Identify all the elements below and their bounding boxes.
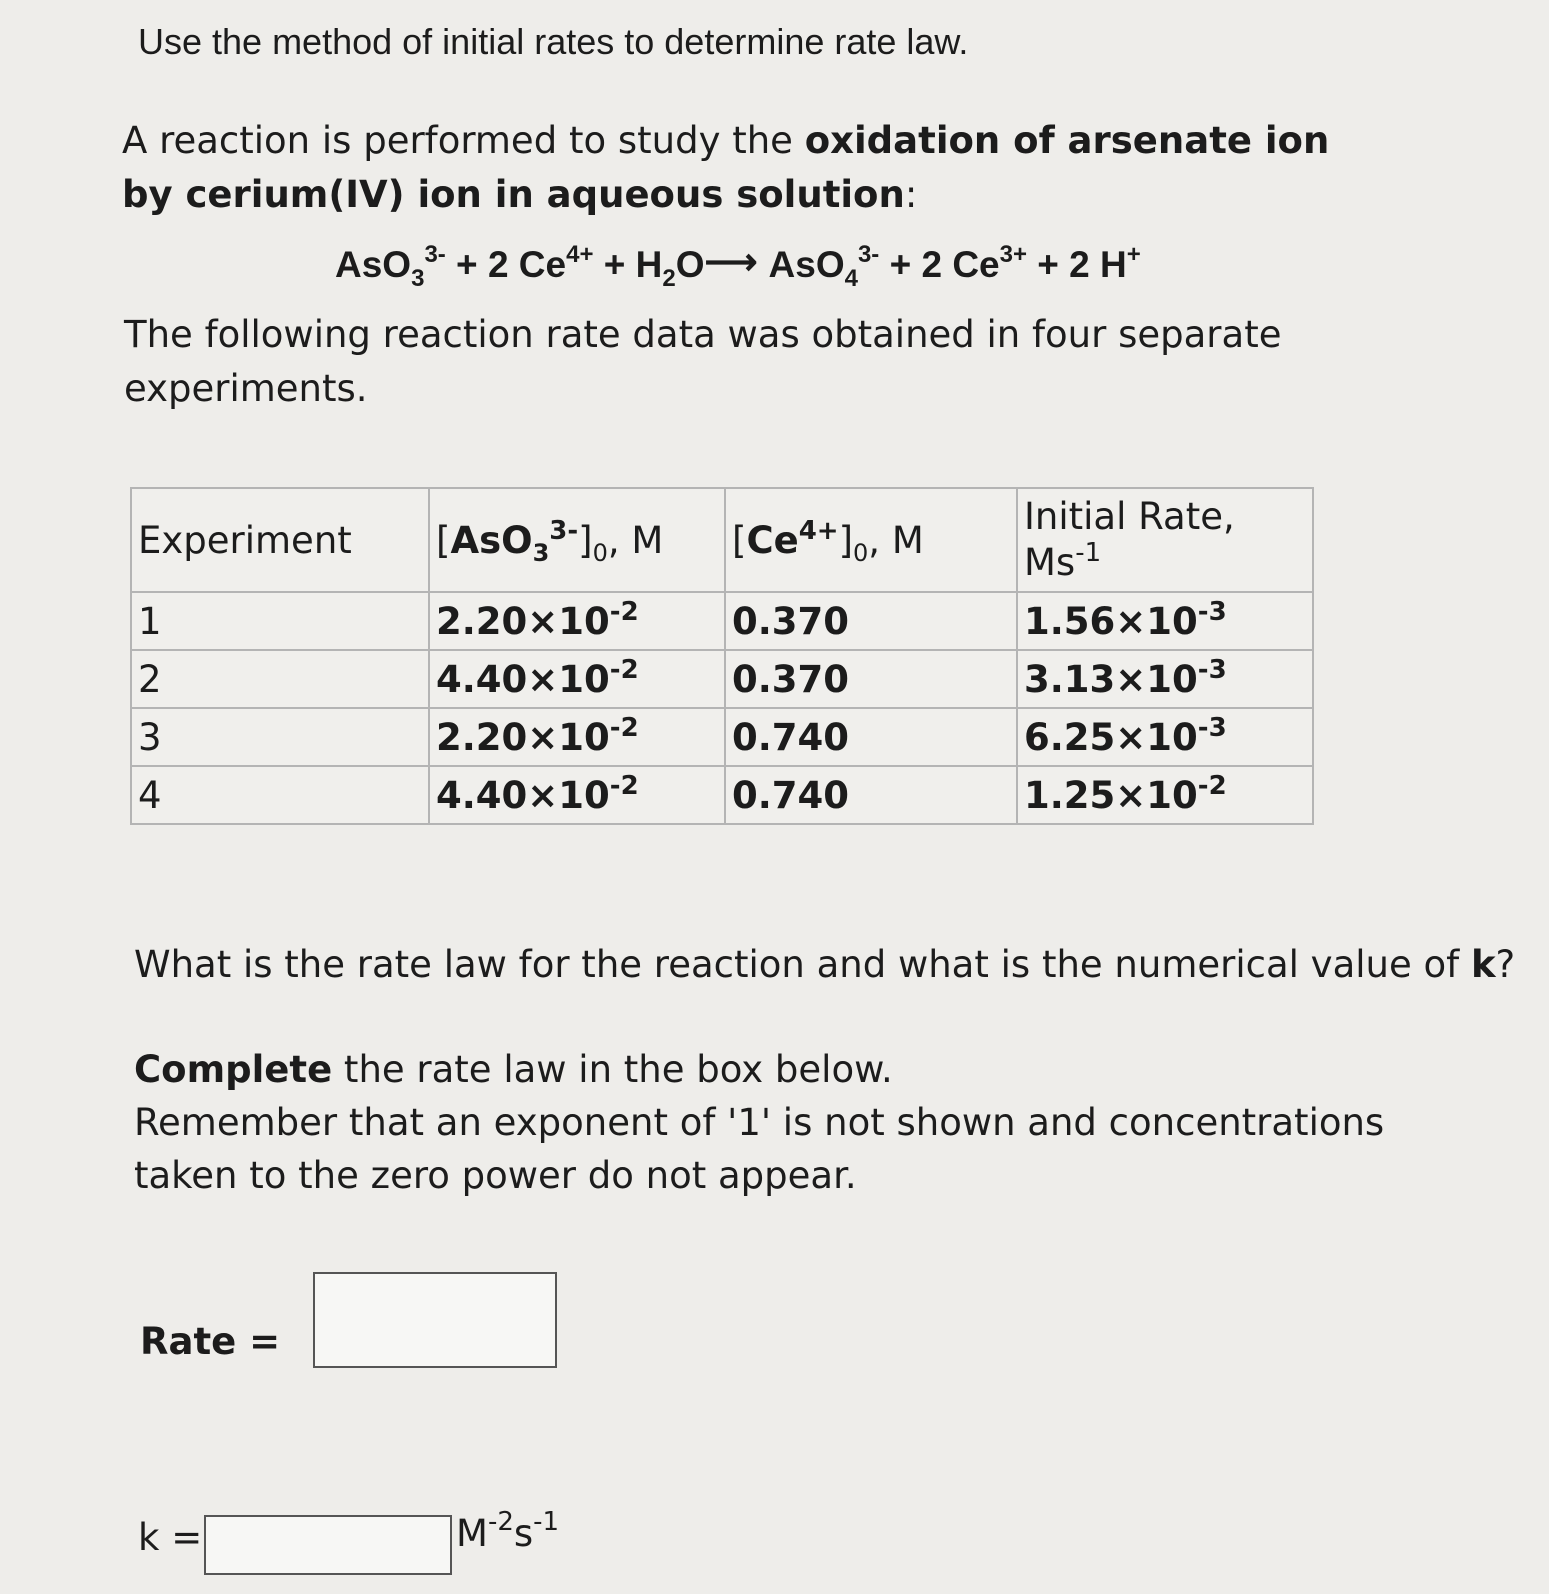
eq-p2-sup: 3+	[999, 241, 1027, 268]
header-aso3-zero: 0	[592, 538, 608, 567]
cell-ce: 0.740	[725, 708, 1017, 766]
cell-ce: 0.740	[725, 766, 1017, 824]
header-aso3-sub: 3	[532, 538, 550, 567]
cell-aso3-mantissa: 2.20×10	[436, 599, 610, 643]
cell-aso3-exponent: -2	[609, 596, 639, 627]
header-ce-open: [	[732, 518, 747, 562]
eq-p2-base: + 2 Ce	[879, 244, 1000, 285]
cell-ce: 0.370	[725, 650, 1017, 708]
cell-rate	[1017, 766, 1313, 824]
header-ce-close: ]	[838, 518, 854, 562]
table-row	[131, 766, 1313, 824]
eq-r2-base: + 2 Ce	[445, 244, 567, 285]
eq-r3-sub: 2	[662, 265, 676, 292]
header-initial-rate	[1017, 488, 1313, 592]
k-unit-m-exp: -2	[487, 1507, 514, 1537]
eq-r3-base: + H	[593, 244, 663, 285]
header-ce-base: Ce	[746, 518, 799, 562]
intro-prefix: A reaction is performed to study the	[122, 119, 805, 162]
cell-aso3	[429, 592, 725, 650]
complete-line1: the rate law in the box below.	[332, 1048, 893, 1091]
k-label: k =	[138, 1516, 203, 1559]
cell-rate-mantissa: 1.56×10	[1024, 599, 1198, 643]
cell-rate	[1017, 708, 1313, 766]
data-intro-text: The following reaction rate data was obtained in four separate experiments.	[124, 313, 1282, 410]
cell-rate-mantissa: 3.13×10	[1024, 657, 1198, 701]
rate-law-input[interactable]	[313, 1272, 557, 1368]
k-units	[456, 1507, 560, 1555]
header-rate-base: Ms	[1024, 541, 1076, 584]
cell-aso3-mantissa: 2.20×10	[436, 715, 610, 759]
header-ce-zero: 0	[853, 538, 869, 567]
eq-p3-sup: +	[1126, 241, 1141, 268]
eq-r1-sub: 3	[411, 265, 425, 292]
k-unit-s: s	[513, 1512, 534, 1555]
header-aso3-unit: , M	[607, 518, 664, 562]
question-text	[134, 940, 1515, 990]
cell-aso3-exponent: -2	[609, 712, 639, 743]
cell-rate-exponent: -3	[1197, 596, 1227, 627]
cell-experiment: 2	[131, 650, 429, 708]
k-unit-s-exp: -1	[533, 1507, 560, 1537]
eq-p1-sup: 3-	[857, 241, 880, 268]
cell-rate-exponent: -3	[1197, 712, 1227, 743]
cell-experiment: 3	[131, 708, 429, 766]
header-aso3-sup: 3-	[549, 515, 579, 546]
header-ce	[725, 488, 1017, 592]
cell-rate-mantissa: 1.25×10	[1024, 773, 1198, 817]
cell-rate-exponent: -2	[1197, 770, 1227, 801]
eq-p1-base: AsO	[768, 244, 845, 285]
cell-experiment: 4	[131, 766, 429, 824]
reaction-arrow-icon: ⟶	[704, 241, 758, 282]
cell-experiment: 1	[131, 592, 429, 650]
intro-paragraph	[122, 114, 1372, 222]
eq-r3-tail: O	[675, 244, 705, 285]
cell-rate	[1017, 650, 1313, 708]
rate-label: Rate =	[140, 1320, 281, 1363]
header-rate-sup: -1	[1075, 538, 1102, 568]
cell-aso3-mantissa: 4.40×10	[436, 773, 610, 817]
header-aso3-open: [	[436, 518, 451, 562]
eq-p1-sub: 4	[844, 265, 858, 292]
cell-aso3	[429, 766, 725, 824]
header-experiment: Experiment	[131, 488, 429, 592]
header-ce-sup: 4+	[798, 515, 839, 546]
header-ce-unit: , M	[868, 518, 924, 562]
eq-p3-base: + 2 H	[1027, 244, 1127, 285]
question-end: ?	[1495, 943, 1516, 986]
header-aso3-close: ]	[578, 518, 593, 562]
intro-bold: oxidation of arsenate ion by cerium(IV) ion in aqueous solution	[122, 119, 1330, 216]
reaction-equation	[335, 240, 1141, 290]
cell-aso3	[429, 650, 725, 708]
question-k: k	[1470, 943, 1496, 986]
table-header-row	[131, 488, 1313, 592]
eq-r2-sup: 4+	[566, 241, 594, 268]
cell-aso3-mantissa: 4.40×10	[436, 657, 610, 701]
cell-ce: 0.370	[725, 592, 1017, 650]
table-row	[131, 592, 1313, 650]
cell-aso3	[429, 708, 725, 766]
cell-aso3-exponent: -2	[609, 654, 639, 685]
rate-data-table	[130, 487, 1314, 825]
k-value-input[interactable]	[204, 1515, 452, 1575]
intro-suffix: :	[904, 173, 918, 216]
cell-aso3-exponent: -2	[609, 770, 639, 801]
instruction-text: Use the method of initial rates to determine rate law.	[138, 21, 969, 62]
k-unit-m: M	[456, 1512, 488, 1555]
table-row	[131, 708, 1313, 766]
cell-rate-exponent: -3	[1197, 654, 1227, 685]
table-row	[131, 650, 1313, 708]
complete-line2: Remember that an exponent of '1' is not shown and concentrations taken to the zero power do not appear.	[134, 1101, 1385, 1197]
complete-bold: Complete	[134, 1048, 333, 1091]
header-aso3	[429, 488, 725, 592]
cell-rate	[1017, 592, 1313, 650]
complete-instructions	[134, 1043, 1464, 1202]
question-main: What is the rate law for the reaction and what is the numerical value of	[134, 943, 1471, 986]
header-rate-line1: Initial Rate,	[1024, 495, 1235, 538]
eq-r1-base: AsO	[335, 244, 412, 285]
header-aso3-base: AsO	[450, 518, 533, 562]
cell-rate-mantissa: 6.25×10	[1024, 715, 1198, 759]
eq-r1-sup: 3-	[424, 241, 446, 268]
